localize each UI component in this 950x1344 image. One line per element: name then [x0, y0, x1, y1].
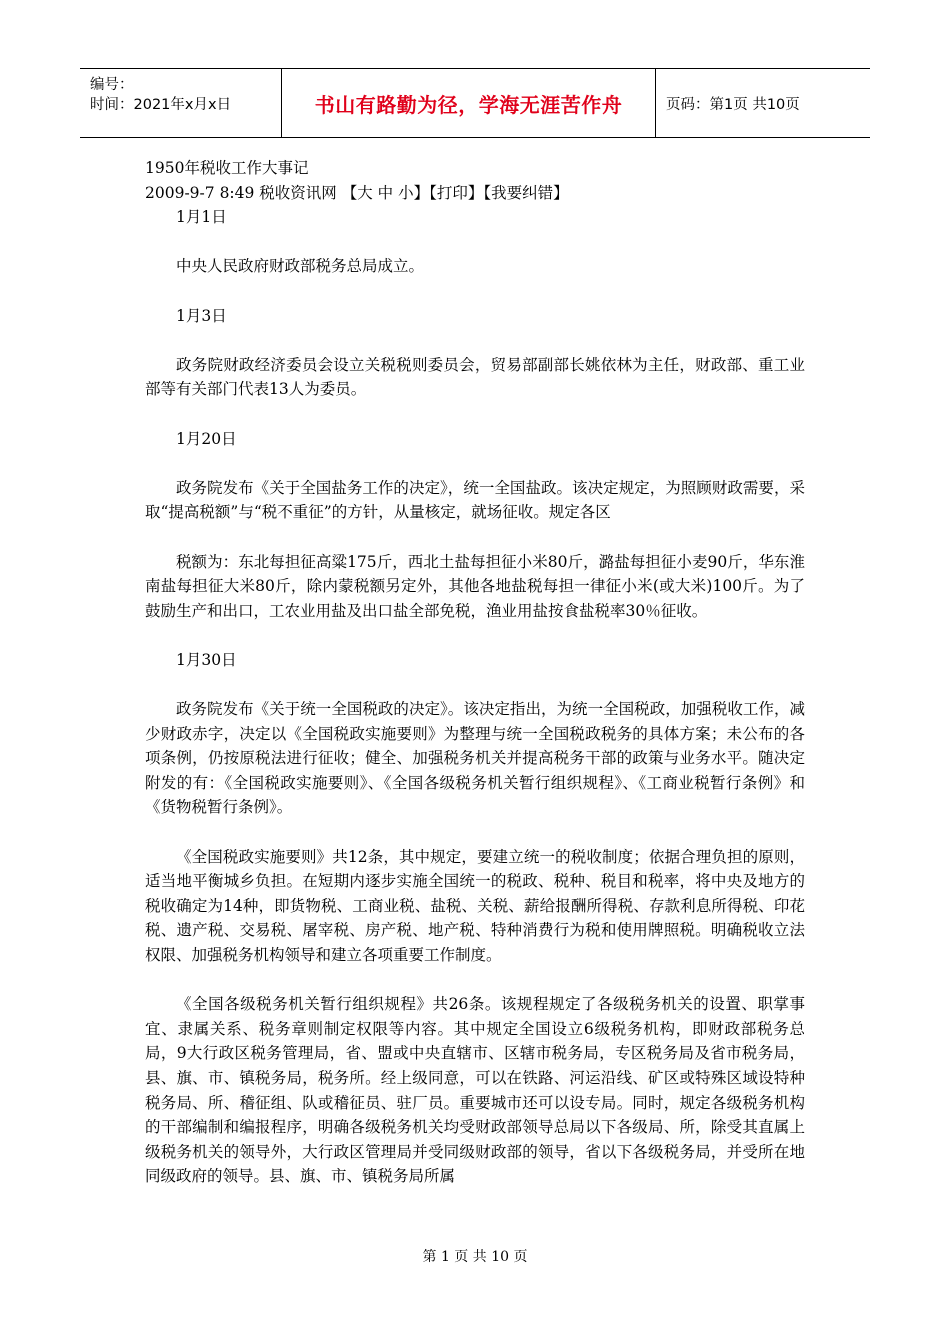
- time-label: 时间：2021年x月x日: [90, 97, 232, 113]
- date-heading: 1月1日: [176, 208, 227, 227]
- date-heading: 1月20日: [176, 429, 237, 448]
- date-heading: 1月3日: [176, 306, 227, 325]
- paragraph: 《全国各级税务机关暂行组织规程》共26条。该规程规定了各级税务机关的设置、职掌事宜、隶属关系、税务章则制定权限等内容。其中规定全国设立6级税务机构，即财政部税务总局，9大行政区税务管理局，省、盟或中央直辖市、区辖市税务局，专区税务局及省市税务局，县、旗、市、镇税务局，税务所。经上级同意，可以在铁路、河运沿线、矿区或特殊区域设特种税务局、所、稽征组、队或稽征员、驻厂员。重要城市还可以设专局。同时，规定各级税务机构的干部编制和编报程序，明确各级税务机关均受财政部领导总局以下各级局、所，除受其直属上级税务机关的领导外，大行政区管理局并受同级财政部的领导，省以下各级税务局，并受所在地同级政府的领导。县、旗、市、镇税务局所属: [145, 995, 805, 1186]
- article-title: 1950年税收工作大事记: [145, 159, 309, 177]
- paragraph: 中央人民政府财政部税务总局成立。: [176, 257, 425, 276]
- paragraph: 政务院财政经济委员会设立关税税则委员会，贸易部副部长姚依林为主任，财政部、重工业部等有关部门代表13人为委员。: [145, 355, 805, 399]
- paragraph: 政务院发布《关于统一全国税政的决定》。该决定指出，为统一全国税政，加强税收工作，减少财政赤字，决定以《全国税政实施要则》为整理与统一全国税政税务的具体方案；未公布的各项条例，仍按原税法进行征收；健全、加强税务机关并提高税务干部的政策与业务水平。随决定附发的有：《全国税政实施要则》、《全国各级税务机关暂行组织规程》、《工商业税暂行条例》和《货物税暂行条例》。: [145, 700, 805, 817]
- header-page-cell: [656, 69, 870, 137]
- header-motto-cell: [282, 69, 656, 137]
- page-footer: 第 1 页 共 10 页: [422, 1249, 528, 1265]
- paragraph: 《全国税政实施要则》共12条，其中规定，要建立统一的税收制度；依据合理负担的原则，适当地平衡城乡负担。在短期内逐步实施全国统一的税政、税种、税目和税率，将中央及地方的税收确定为14种，即货物税、工商业税、盐税、关税、薪给报酬所得税、存款利息所得税、印花税、遗产税、交易税、屠宰税、房产税、地产税、特种消费行为税和使用牌照税。明确税收立法权限、加强税务机构领导和建立各项重要工作制度。: [145, 847, 805, 964]
- number-label: 编号：: [90, 77, 134, 93]
- paragraph: 税额为：东北每担征高粱175斤，西北土盐每担征小米80斤，潞盐每担征小麦90斤，华东淮南盐每担征大米80斤，除内蒙税额另定外，其他各地盐税每担一律征小米(或大米)100斤。为了鼓励生产和出口，工农业用盐及出口盐全部免税，渔业用盐按食盐税率30％征收。: [145, 552, 805, 620]
- page-info: 页码：第1页 共10页: [666, 96, 800, 113]
- motto-text: 书山有路勤为径，学海无涯苦作舟: [314, 92, 623, 117]
- article-meta: 2009-9-7 8:49 税收资讯网 【大 中 小】【打印】【我要纠错】: [145, 183, 569, 202]
- date-heading: 1月30日: [176, 650, 237, 669]
- paragraph: 政务院发布《关于全国盐务工作的决定》，统一全国盐政。该决定规定，为照顾财政需要，采取“提高税额”与“税不重征”的方针，从量核定，就场征收。规定各区: [145, 478, 805, 522]
- header-info-cell: [80, 69, 282, 137]
- article-body: [145, 156, 805, 1189]
- document-header: [80, 68, 870, 138]
